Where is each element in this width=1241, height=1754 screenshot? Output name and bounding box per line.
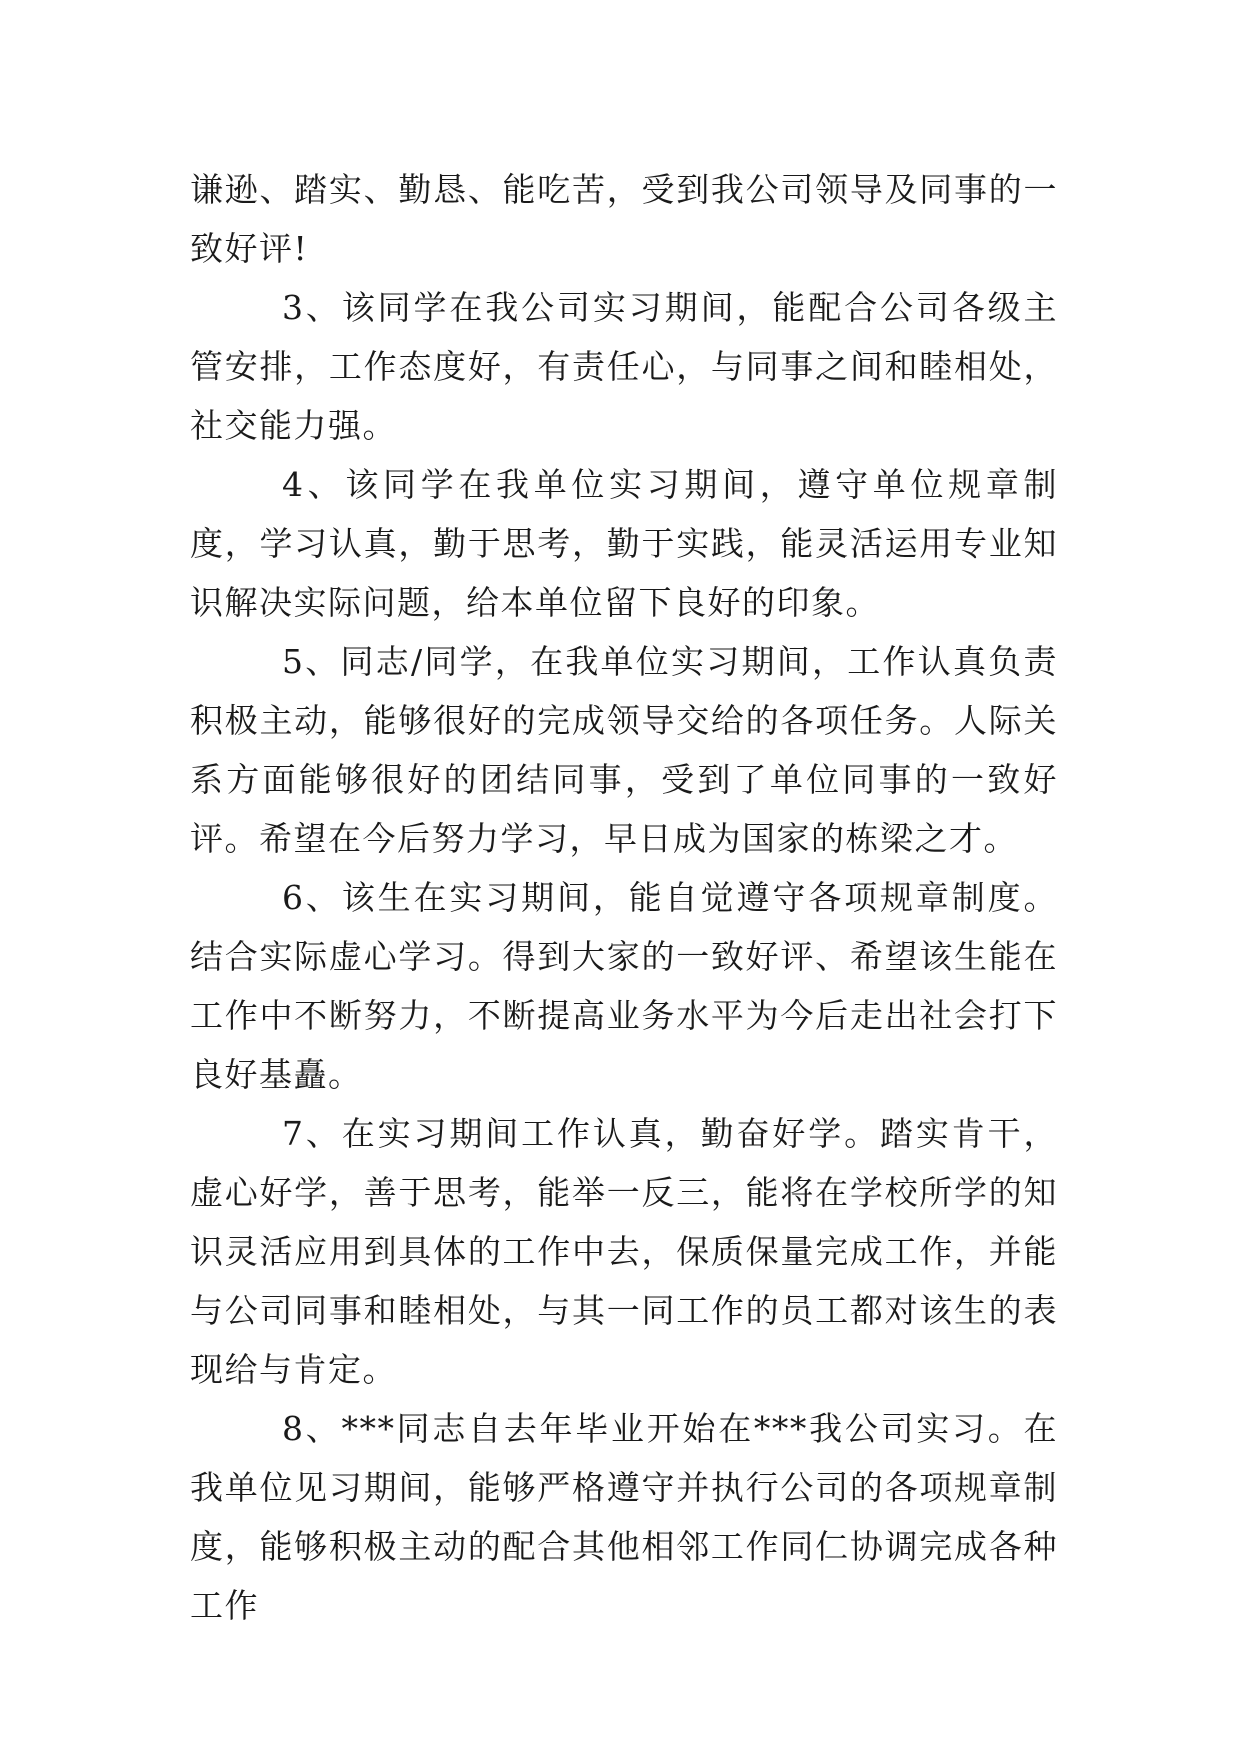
document-body xyxy=(190,160,1058,1635)
paragraph-item-7: 7、在实习期间工作认真，勤奋好学。踏实肯干，虚心好学，善于思考，能举一反三，能将在学校所学的知识灵活应用到具体的工作中去，保质保量完成工作，并能与公司同事和睦相处，与其一同工作的员工都对该生的表现给与肯定。 xyxy=(190,1114,1058,1389)
paragraph-continuation: 谦逊、踏实、勤恳、能吃苦，受到我公司领导及同事的一致好评! xyxy=(190,170,1058,268)
paragraph-item-4: 4、该同学在我单位实习期间，遵守单位规章制度，学习认真，勤于思考，勤于实践，能灵活运用专业知识解决实际问题，给本单位留下良好的印象。 xyxy=(190,465,1058,622)
paragraph-item-3: 3、该同学在我公司实习期间，能配合公司各级主管安排，工作态度好，有责任心，与同事之间和睦相处，社交能力强。 xyxy=(190,288,1058,445)
paragraph-item-6: 6、该生在实习期间，能自觉遵守各项规章制度。结合实际虚心学习。得到大家的一致好评、希望该生能在工作中不断努力，不断提高业务水平为今后走出社会打下良好基矗。 xyxy=(190,878,1058,1094)
paragraph-item-8: 8、***同志自去年毕业开始在***我公司实习。在我单位见习期间，能够严格遵守并执行公司的各项规章制度，能够积极主动的配合其他相邻工作同仁协调完成各种工作 xyxy=(190,1409,1058,1625)
paragraph-item-5: 5、同志/同学，在我单位实习期间，工作认真负责积极主动，能够很好的完成领导交给的各项任务。人际关系方面能够很好的团结同事，受到了单位同事的一致好评。希望在今后努力学习，早日成为国家的栋梁之才。 xyxy=(190,642,1058,858)
